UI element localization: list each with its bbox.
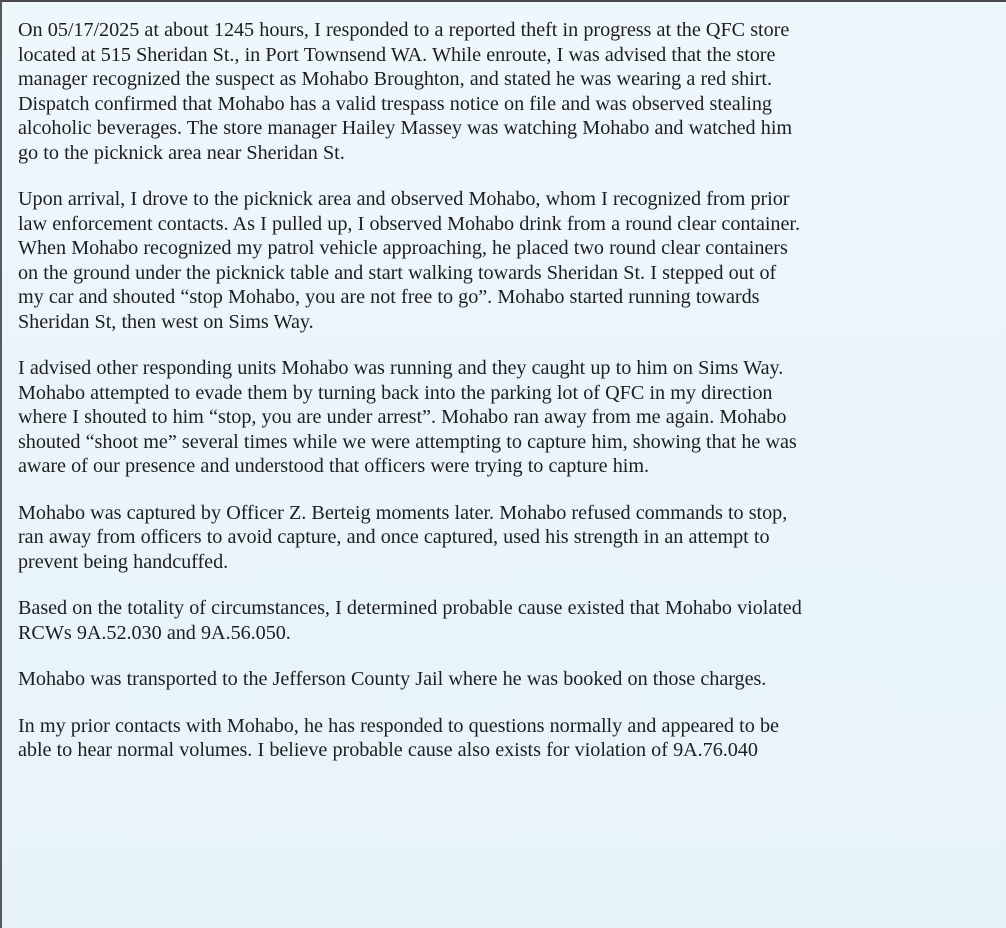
paragraph-2 (18, 187, 994, 334)
text-line: Mohabo was transported to the Jefferson County Jail where he was booked on those charges. (18, 668, 767, 690)
text-line: On 05/17/2025 at about 1245 hours, I responded to a reported theft in progress at the QFC store (18, 19, 790, 41)
text-line: located at 515 Sheridan St., in Port Townsend WA. While enroute, I was advised that the store (18, 43, 776, 66)
paragraph-3 (18, 356, 994, 479)
text-line: prevent being handcuffed. (18, 550, 229, 573)
text-line: shouted “shoot me” several times while we were attempting to capture him, showing that he was (18, 430, 797, 453)
text-line: where I shouted to him “stop, you are under arrest”. Mohabo ran away from me again. Mohabo (18, 406, 787, 428)
paragraph-5 (18, 596, 994, 645)
text-line: on the ground under the picknick table and start walking towards Sheridan St. I stepped out of (18, 261, 777, 284)
text-line: I advised other responding units Mohabo was running and they caught up to him on Sims Way. (18, 357, 784, 379)
text-line: In my prior contacts with Mohabo, he has responded to questions normally and appeared to be (18, 714, 779, 737)
text-line: aware of our presence and understood that officers were trying to capture him. (18, 455, 649, 477)
text-line: Sheridan St, then west on Sims Way. (18, 310, 314, 333)
text-line: Dispatch confirmed that Mohabo has a valid trespass notice on file and was observed stealing (18, 92, 772, 115)
text-line: able to hear normal volumes. I believe probable cause also exists for violation of 9A.76.040 (18, 739, 758, 761)
text-line: alcoholic beverages. The store manager Hailey Massey was watching Mohabo and watched him (18, 117, 793, 139)
paragraph-6 (18, 667, 994, 692)
text-line: my car and shouted “stop Mohabo, you are not free to go”. Mohabo started running towards (18, 286, 760, 308)
text-line: law enforcement contacts. As I pulled up, I observed Mohabo drink from a round clear container. (18, 212, 800, 235)
paragraph-7 (18, 714, 994, 763)
text-line: When Mohabo recognized my patrol vehicle approaching, he placed two round clear containers (18, 237, 788, 259)
text-line: Mohabo was captured by Officer Z. Berteig moments later. Mohabo refused commands to stop, (18, 501, 788, 524)
text-line: Mohabo attempted to evade them by turning back into the parking lot of QFC in my direction (18, 381, 773, 404)
text-line: Based on the totality of circumstances, I determined probable cause existed that Mohabo violated (18, 597, 802, 619)
text-line: Upon arrival, I drove to the picknick area and observed Mohabo, whom I recognized from prior (18, 188, 790, 210)
paragraph-4 (18, 501, 994, 575)
text-line: go to the picknick area near Sheridan St. (18, 141, 345, 164)
paragraph-1 (18, 18, 994, 165)
text-line: ran away from officers to avoid capture, and once captured, used his strength in an attempt to (18, 526, 770, 548)
text-line: manager recognized the suspect as Mohabo Broughton, and stated he was wearing a red shirt. (18, 68, 772, 90)
text-line: RCWs 9A.52.030 and 9A.56.050. (18, 621, 291, 644)
